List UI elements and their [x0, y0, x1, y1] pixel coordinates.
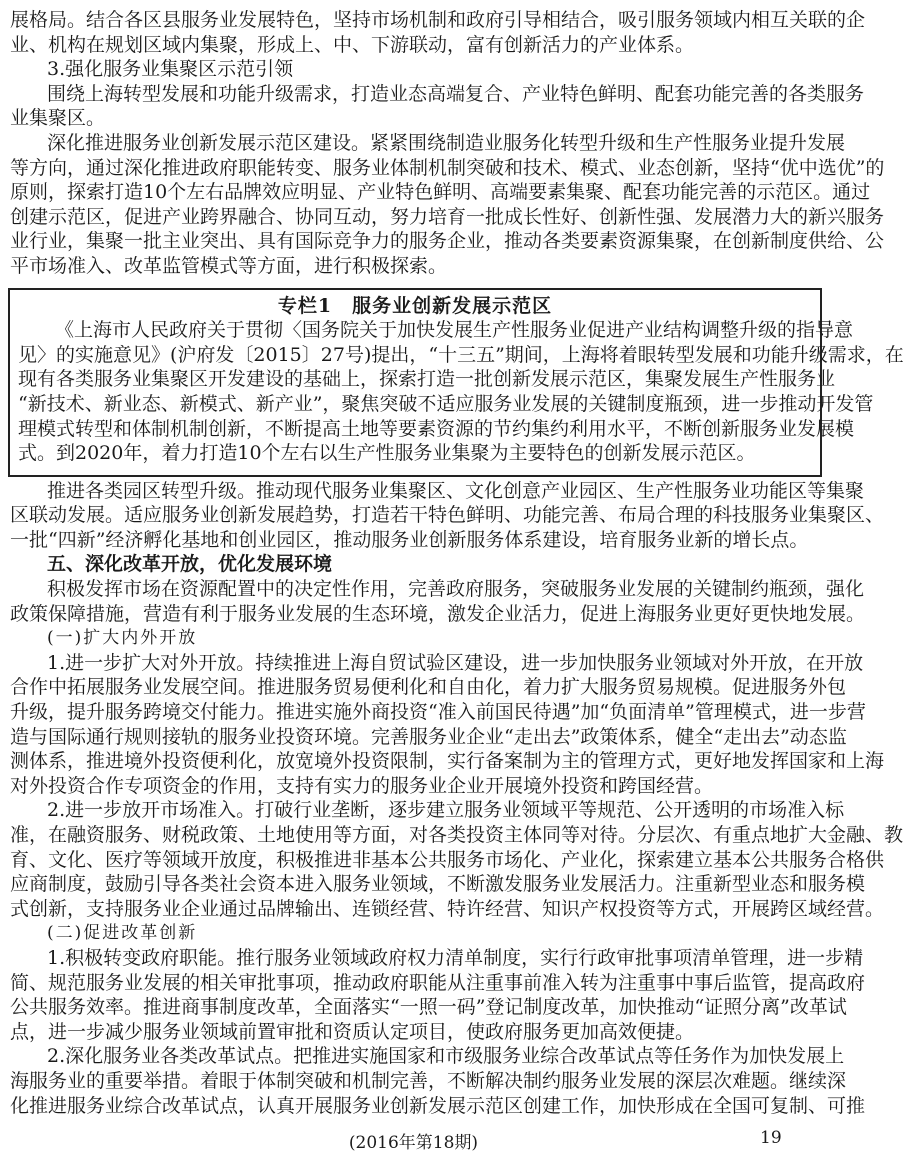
- text-line: 业集聚区。: [10, 107, 106, 130]
- text-line: 推进各类园区转型升级。推动现代服务业集聚区、文化创意产业园区、生产性服务业功能区等集聚: [47, 479, 865, 502]
- text-line: 造与国际通行规则接轨的服务业投资环境。完善服务业企业“走出去”政策体系，健全“走出去”动态监: [10, 725, 847, 748]
- box-title: 专栏1 服务业创新发展示范区: [277, 294, 553, 317]
- text-line: 点，进一步减少服务业领域前置审批和资质认定项目，使政府服务更加高效便捷。: [10, 1020, 695, 1043]
- box-text-line: 理模式转型和体制机制创新，不断提高土地等要素资源的节约集约利用水平，不断创新服务业发展模: [18, 417, 855, 440]
- text-line: 2.进一步放开市场准入。打破行业垄断，逐步建立服务业领域平等规范、公开透明的市场准入标: [47, 799, 845, 822]
- text-line: 创建示范区，促进产业跨界融合、协同互动，努力培育一批成长性好、创新性强、发展潜力大的新兴服务: [10, 205, 885, 228]
- paragraph: [10, 798, 904, 921]
- box-text-line: 见〉的实施意见》(沪府发〔2015〕27号)提出，“十三五”期间，上海将着眼转型发展和功能升级需求，在: [18, 343, 904, 366]
- paragraph: [10, 651, 885, 799]
- text-line: 业行业，集聚一批主业突出、具有国际竞争力的服务企业，推动各类要素资源集聚，在创新制度供给、公: [10, 230, 885, 253]
- paragraph: [10, 8, 866, 57]
- text-line: 积极发挥市场在资源配置中的决定性作用，完善政府服务，突破服务业发展的关键制约瓶颈，强化: [47, 578, 865, 601]
- text-after-box: [10, 479, 904, 1118]
- heading-text: (一)扩大内外开放: [47, 628, 198, 649]
- document-body: [10, 8, 904, 1118]
- section-heading: [10, 921, 818, 946]
- text-line: 围绕上海转型发展和功能升级需求，打造业态高端复合、产业特色鲜明、配套功能完善的各类服务: [47, 82, 865, 105]
- text-line: 展格局。结合各区县服务业发展特色，坚持市场机制和政府引导相结合，吸引服务领域内相互关联的企: [10, 9, 866, 31]
- text-line: 平市场准入、改革监管模式等方面，进行积极探索。: [10, 254, 448, 277]
- section-heading: [10, 57, 818, 82]
- text-line: 2.深化服务业各类改革试点。把推进实施国家和市级服务业综合改革试点等任务作为加快发展上: [47, 1045, 845, 1068]
- text-line: 一批“四新”经济孵化基地和创业园区，推动服务业创新服务体系建设，培育服务业新的增长点。: [10, 528, 809, 551]
- section-heading: [10, 552, 818, 577]
- sidebar-box-column-1: [8, 288, 904, 477]
- paragraph: [10, 577, 866, 626]
- text-line: 对外投资合作专项资金的作用，支持有实力的服务业企业开展境外投资和跨国经营。: [10, 774, 714, 797]
- section-heading: [10, 626, 818, 651]
- box-text-line: 式。到2020年，着力打造10个左右以生产性服务业集聚为主要特色的创新发展示范区。: [18, 442, 756, 465]
- text-before-box: [10, 8, 885, 279]
- text-line: 准，在融资服务、财税政策、土地使用等方面，对各类投资主体同等对待。分层次、有重点地扩大金融、教: [10, 824, 904, 846]
- heading-text: 五、深化改革开放，优化发展环境: [47, 553, 333, 576]
- text-line: 简、规范服务业发展的相关审批事项，推动政府职能从注重事前准入转为注重事中事后监管，提高政府: [10, 971, 866, 994]
- text-line: 化推进服务业综合改革试点，认真开展服务业创新发展示范区创建工作，加快形成在全国可复制、可推: [10, 1094, 866, 1117]
- paragraph: [10, 1044, 866, 1118]
- text-line: 合作中拓展服务业发展空间。推进服务贸易便利化和自由化，着力扩大服务贸易规模。促进服务外包: [10, 676, 847, 699]
- paragraph: [10, 479, 885, 553]
- text-line: 1.积极转变政府职能。推行服务业领域政府权力清单制度，实行行政审批事项清单管理，进一步精: [47, 946, 864, 969]
- footer-issue: (2016年第18期): [348, 1133, 479, 1153]
- box-text-line: “新技术、新业态、新模式、新产业”，聚焦突破不适应服务业发展的关键制度瓶颈，进一步推动开发管: [18, 392, 874, 415]
- paragraph: [10, 131, 885, 279]
- box-text-line: 现有各类服务业集聚区开发建设的基础上，探索打造一批创新发展示范区，集聚发展生产性服务业: [18, 368, 836, 391]
- page-number: 19: [760, 1128, 782, 1148]
- text-line: 应商制度，鼓励引导各类社会资本进入服务业领域，不断激发服务业发展活力。注重新型业态和服务模: [10, 873, 866, 896]
- text-line: 区联动发展。适应服务业创新发展趋势，打造若干特色鲜明、功能完善、布局合理的科技服务业集聚区、: [10, 504, 885, 527]
- text-line: 育、文化、医疗等领域开放度，积极推进非基本公共服务市场化、产业化，探索建立基本公共服务合格供: [10, 848, 885, 871]
- text-line: 海服务业的重要举措。着眼于体制突破和机制完善，不断解决制约服务业发展的深层次难题。继续深: [10, 1069, 847, 1092]
- heading-text: (二)促进改革创新: [47, 923, 198, 944]
- text-line: 升级，提升服务跨境交付能力。推进实施外商投资“准入前国民待遇”加“负面清单”管理模式，进一步营: [10, 701, 866, 724]
- heading-text: 3.强化服务业集聚区示范引领: [47, 58, 294, 81]
- text-line: 业、机构在规划区域内集聚，形成上、中、下游联动，富有创新活力的产业体系。: [10, 33, 695, 56]
- text-line: 1.进一步扩大对外开放。持续推进上海自贸试验区建设，进一步加快服务业领域对外开放，在开放: [47, 651, 864, 674]
- text-line: 式创新，支持服务业企业通过品牌输出、连锁经营、特许经营、知识产权投资等方式，开展跨区域经营。: [10, 897, 885, 920]
- paragraph: [10, 946, 866, 1044]
- box-text-line: 《上海市人民政府关于贯彻〈国务院关于加快发展生产性服务业促进产业结构调整升级的指导意: [55, 319, 854, 342]
- box-body: [18, 318, 904, 466]
- text-line: 等方向，通过深化推进政府职能转变、服务业体制机制突破和技术、模式、业态创新，坚持“优中选优”的: [10, 156, 885, 179]
- text-line: 公共服务效率。推进商事制度改革，全面落实“一照一码”登记制度改革，加快推动“证照分离”改革试: [10, 996, 847, 1019]
- text-line: 深化推进服务业创新发展示范区建设。紧紧围绕制造业服务化转型升级和生产性服务业提升发展: [47, 131, 846, 154]
- text-line: 原则，探索打造10个左右品牌效应明显、产业特色鲜明、高端要素集聚、配套功能完善的示范区。通过: [10, 181, 871, 204]
- text-line: 测体系，推进境外投资便利化，放宽境外投资限制，实行备案制为主的管理方式，更好地发挥国家和上海: [10, 750, 885, 773]
- paragraph: [10, 82, 865, 131]
- text-line: 政策保障措施，营造有利于服务业发展的生态环境，激发企业活力，促进上海服务业更好更快地发展。: [10, 602, 866, 625]
